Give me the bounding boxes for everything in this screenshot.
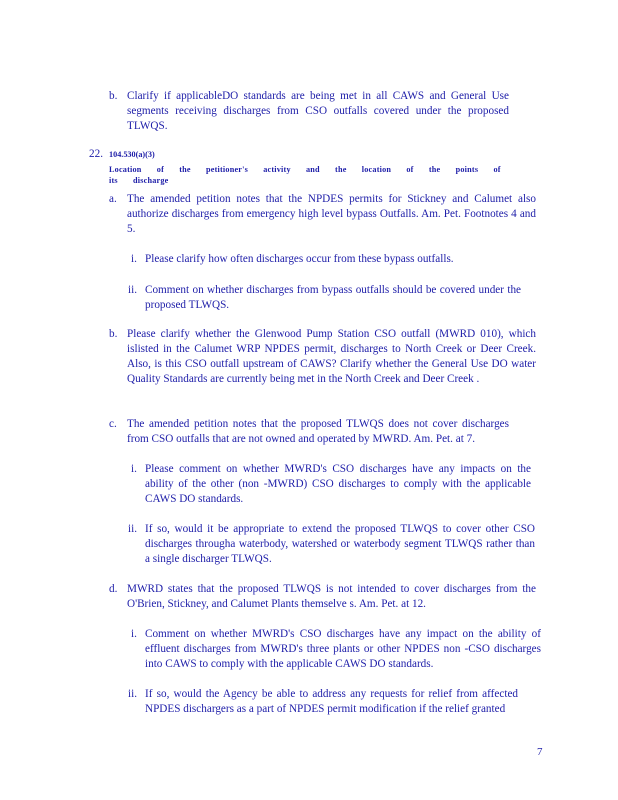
item-marker: b. — [109, 90, 118, 102]
item-marker: c. — [109, 418, 117, 430]
item-marker: i. — [131, 253, 137, 265]
item-c-ii-text: If so, would it be appropriate to extend the proposed TLWQS to cover other CSO discharges througha waterbody, watershed or waterbody segment TLWQS rather than a single discharger TLWQS. — [145, 523, 535, 565]
item-a-text: The amended petition notes that the NPDES permits for Stickney and Calumet also authorize discharges from emergency high level bypass Outfalls. Am. Pet. Footnotes 4 and 5. — [127, 193, 536, 235]
item-c-text: The amended petition notes that the proposed TLWQS does not cover discharges from CSO outfalls that are not owned and operated by MWRD. Am. Pet. at 7. — [127, 418, 509, 445]
item-a-i-text: Please clarify how often discharges occur from these bypass outfalls. — [145, 253, 454, 265]
item-a-ii-text: Comment on whether discharges from bypass outfalls should be covered under the proposed TLWQS. — [145, 284, 521, 311]
item-d-i-text: Comment on whether MWRD's CSO discharges have any impact on the ability of effluent discharges from MWRD's three plants or other NPDES non -CSO discharges into CAWS to comply with the applicable CAWS DO standards. — [145, 628, 541, 670]
item-d-text: MWRD states that the proposed TLWQS is not intended to cover discharges from the O'Brien, Stickney, and Calumet Plants themselve s. Am. Pet. at 12. — [127, 583, 536, 610]
item-marker: b. — [109, 328, 118, 340]
item-marker: ii. — [128, 284, 138, 296]
page-number: 7 — [537, 746, 543, 758]
question-subtitle: Location of the petitioner's activity and the location of the points of its discharge — [109, 165, 501, 185]
item-d-ii-text: If so, would the Agency be able to address any requests for relief from affected NPDES dischargers as a part of NPDES permit modification if the relief granted — [145, 688, 518, 715]
question-number: 22. — [89, 148, 103, 160]
item-b-text: Please clarify whether the Glenwood Pump Station CSO outfall (MWRD 010), which islisted in the Calumet WRP NPDES permit, discharges to North Creek or Deer Creek. Also, is this CSO outfall upstream of CAWS? Clarify whether the General Use DO water Quality Standards are currently being met in the North Creek and Deer Creek . — [127, 328, 536, 385]
item-marker: d. — [109, 583, 118, 595]
item-c-i-text: Please comment on whether MWRD's CSO discharges have any impacts on the ability of the other (non -MWRD) CSO discharges to comply with the applicable CAWS DO standards. — [145, 463, 531, 505]
item-marker: i. — [131, 463, 137, 475]
item-marker: ii. — [128, 523, 138, 535]
rule-citation: 104.530(a)(3) — [109, 150, 155, 159]
item-marker: i. — [131, 628, 137, 640]
item-marker: a. — [109, 193, 117, 205]
item-marker: ii. — [128, 688, 138, 700]
item-b-top-text: Clarify if applicableDO standards are being met in all CAWS and General Use segments receiving discharges from CSO outfalls covered under the proposed TLWQS. — [127, 90, 509, 132]
